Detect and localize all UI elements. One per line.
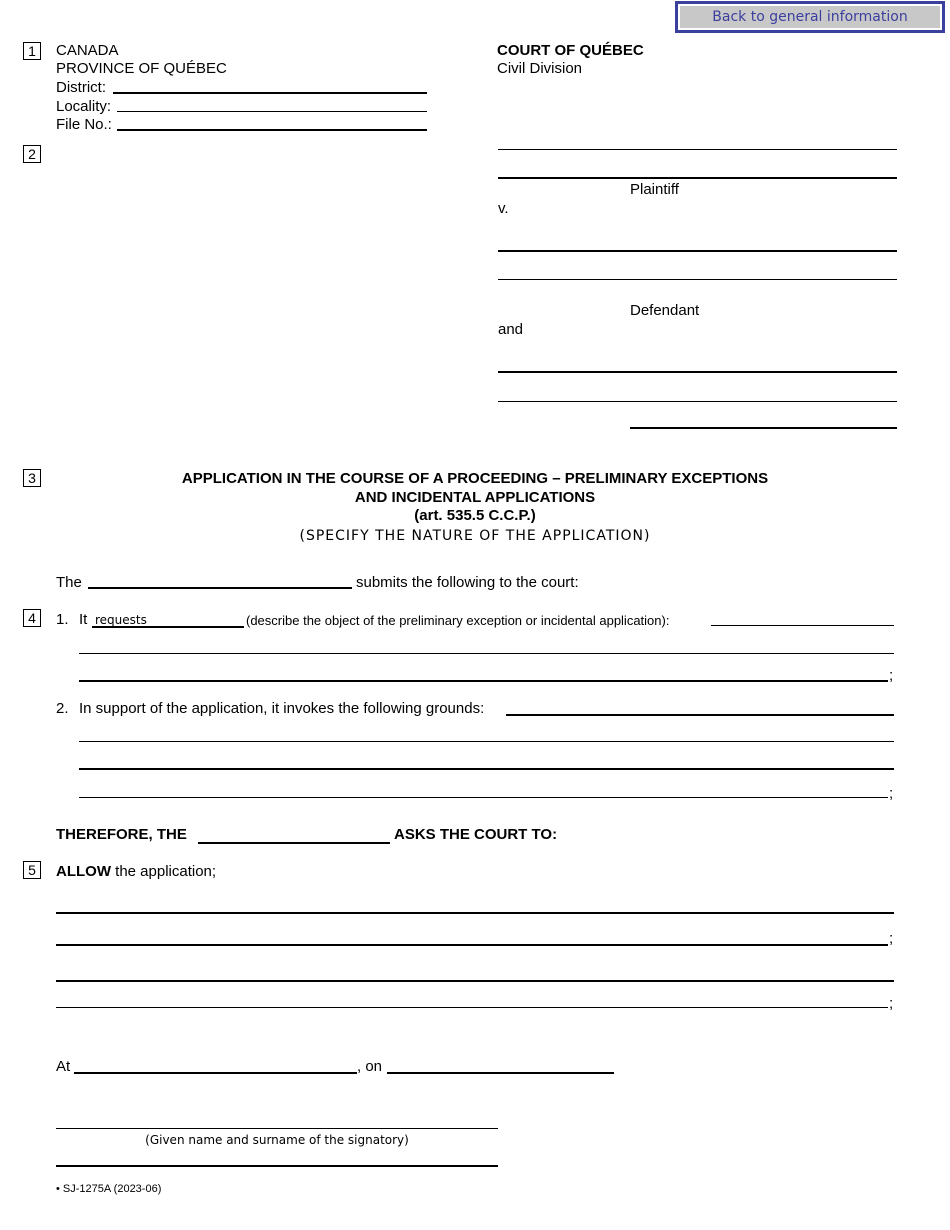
therefore-prefix: THEREFORE, THE [56, 826, 187, 843]
applicant-field[interactable] [88, 587, 352, 589]
district-label: District: [56, 79, 106, 96]
signatory-caption: (Given name and surname of the signatory) [145, 1133, 409, 1147]
section-number-2: 2 [23, 145, 41, 163]
signatory-name-field[interactable] [56, 1165, 498, 1167]
title-line-3: (art. 535.5 C.C.P.) [414, 507, 536, 524]
item-1-description: (describe the object of the preliminary exception or incidental application): [246, 613, 670, 628]
item-1-semicolon: ; [889, 667, 894, 684]
locality-label: Locality: [56, 98, 112, 115]
grounds-field-4[interactable] [79, 797, 888, 798]
conclusions-field-3[interactable] [56, 980, 894, 982]
defendant-field-2[interactable] [498, 279, 897, 280]
item-1-object-field-2[interactable] [79, 653, 894, 654]
form-code: • SJ-1275A (2023-06) [56, 1183, 162, 1195]
signature-field[interactable] [56, 1128, 498, 1129]
therefore-suffix: ASKS THE COURT TO: [394, 826, 558, 843]
other-party-field-1[interactable] [498, 371, 897, 373]
item-1-request-field[interactable] [92, 626, 244, 628]
conclusions-semicolon-1: ; [889, 930, 894, 947]
at-label: At [56, 1058, 71, 1075]
section-number-1: 1 [23, 42, 41, 60]
title-line-1: APPLICATION IN THE COURSE OF A PROCEEDING – PRELIMINARY EXCEPTIONS [181, 470, 769, 487]
item-1-object-field-1[interactable] [711, 625, 894, 626]
title-line-2: AND INCIDENTAL APPLICATIONS [354, 489, 596, 506]
other-party-qualification-field[interactable] [630, 427, 897, 429]
therefore-party-field[interactable] [198, 842, 390, 844]
grounds-field-3[interactable] [79, 768, 894, 770]
file-number-label: File No.: [56, 116, 112, 133]
conclusions-field-1[interactable] [56, 912, 894, 914]
grounds-semicolon: ; [889, 785, 894, 802]
country-label: CANADA [56, 42, 119, 59]
date-field[interactable] [387, 1072, 614, 1074]
conclusions-semicolon-2: ; [889, 995, 894, 1012]
allow-rest: the application; [115, 863, 217, 880]
locality-field[interactable] [117, 111, 427, 112]
item-1-request-value[interactable]: requests [95, 613, 147, 627]
province-label: PROVINCE OF QUÉBEC [56, 60, 227, 77]
back-to-general-information-button[interactable] [675, 1, 945, 33]
court-name: COURT OF QUÉBEC [497, 42, 644, 59]
item-1-number: 1. [56, 611, 69, 628]
intro-submits: submits the following to the court: [356, 574, 579, 591]
allow-bold: ALLOW [56, 863, 111, 880]
versus-label: v. [498, 200, 509, 217]
section-number-3: 3 [23, 469, 41, 487]
section-number-5: 5 [23, 861, 41, 879]
allow-clause [56, 863, 216, 881]
item-1-object-field-3[interactable] [79, 680, 888, 682]
plaintiff-field-1[interactable] [498, 149, 897, 150]
defendant-field-1[interactable] [498, 250, 897, 252]
item-1-it: It [79, 611, 88, 628]
item-2-number: 2. [56, 700, 69, 717]
place-field[interactable] [74, 1072, 357, 1074]
district-field[interactable] [113, 92, 427, 94]
and-label: and [498, 321, 524, 338]
conclusions-field-2[interactable] [56, 944, 888, 946]
file-number-field[interactable] [117, 129, 427, 131]
intro-the: The [56, 574, 82, 591]
grounds-field-2[interactable] [79, 741, 894, 742]
grounds-field-1[interactable] [506, 714, 894, 716]
back-button-label[interactable]: Back to general information [680, 6, 940, 28]
defendant-label: Defendant [630, 302, 700, 319]
title-note: (SPECIFY THE NATURE OF THE APPLICATION) [299, 528, 651, 544]
plaintiff-label: Plaintiff [630, 181, 679, 198]
on-label: , on [357, 1058, 383, 1075]
conclusions-field-4[interactable] [56, 1007, 888, 1008]
section-number-4: 4 [23, 609, 41, 627]
plaintiff-field-2[interactable] [498, 177, 897, 179]
item-2-text: In support of the application, it invokes the following grounds: [79, 700, 485, 717]
court-division: Civil Division [497, 60, 583, 77]
other-party-field-2[interactable] [498, 401, 897, 402]
